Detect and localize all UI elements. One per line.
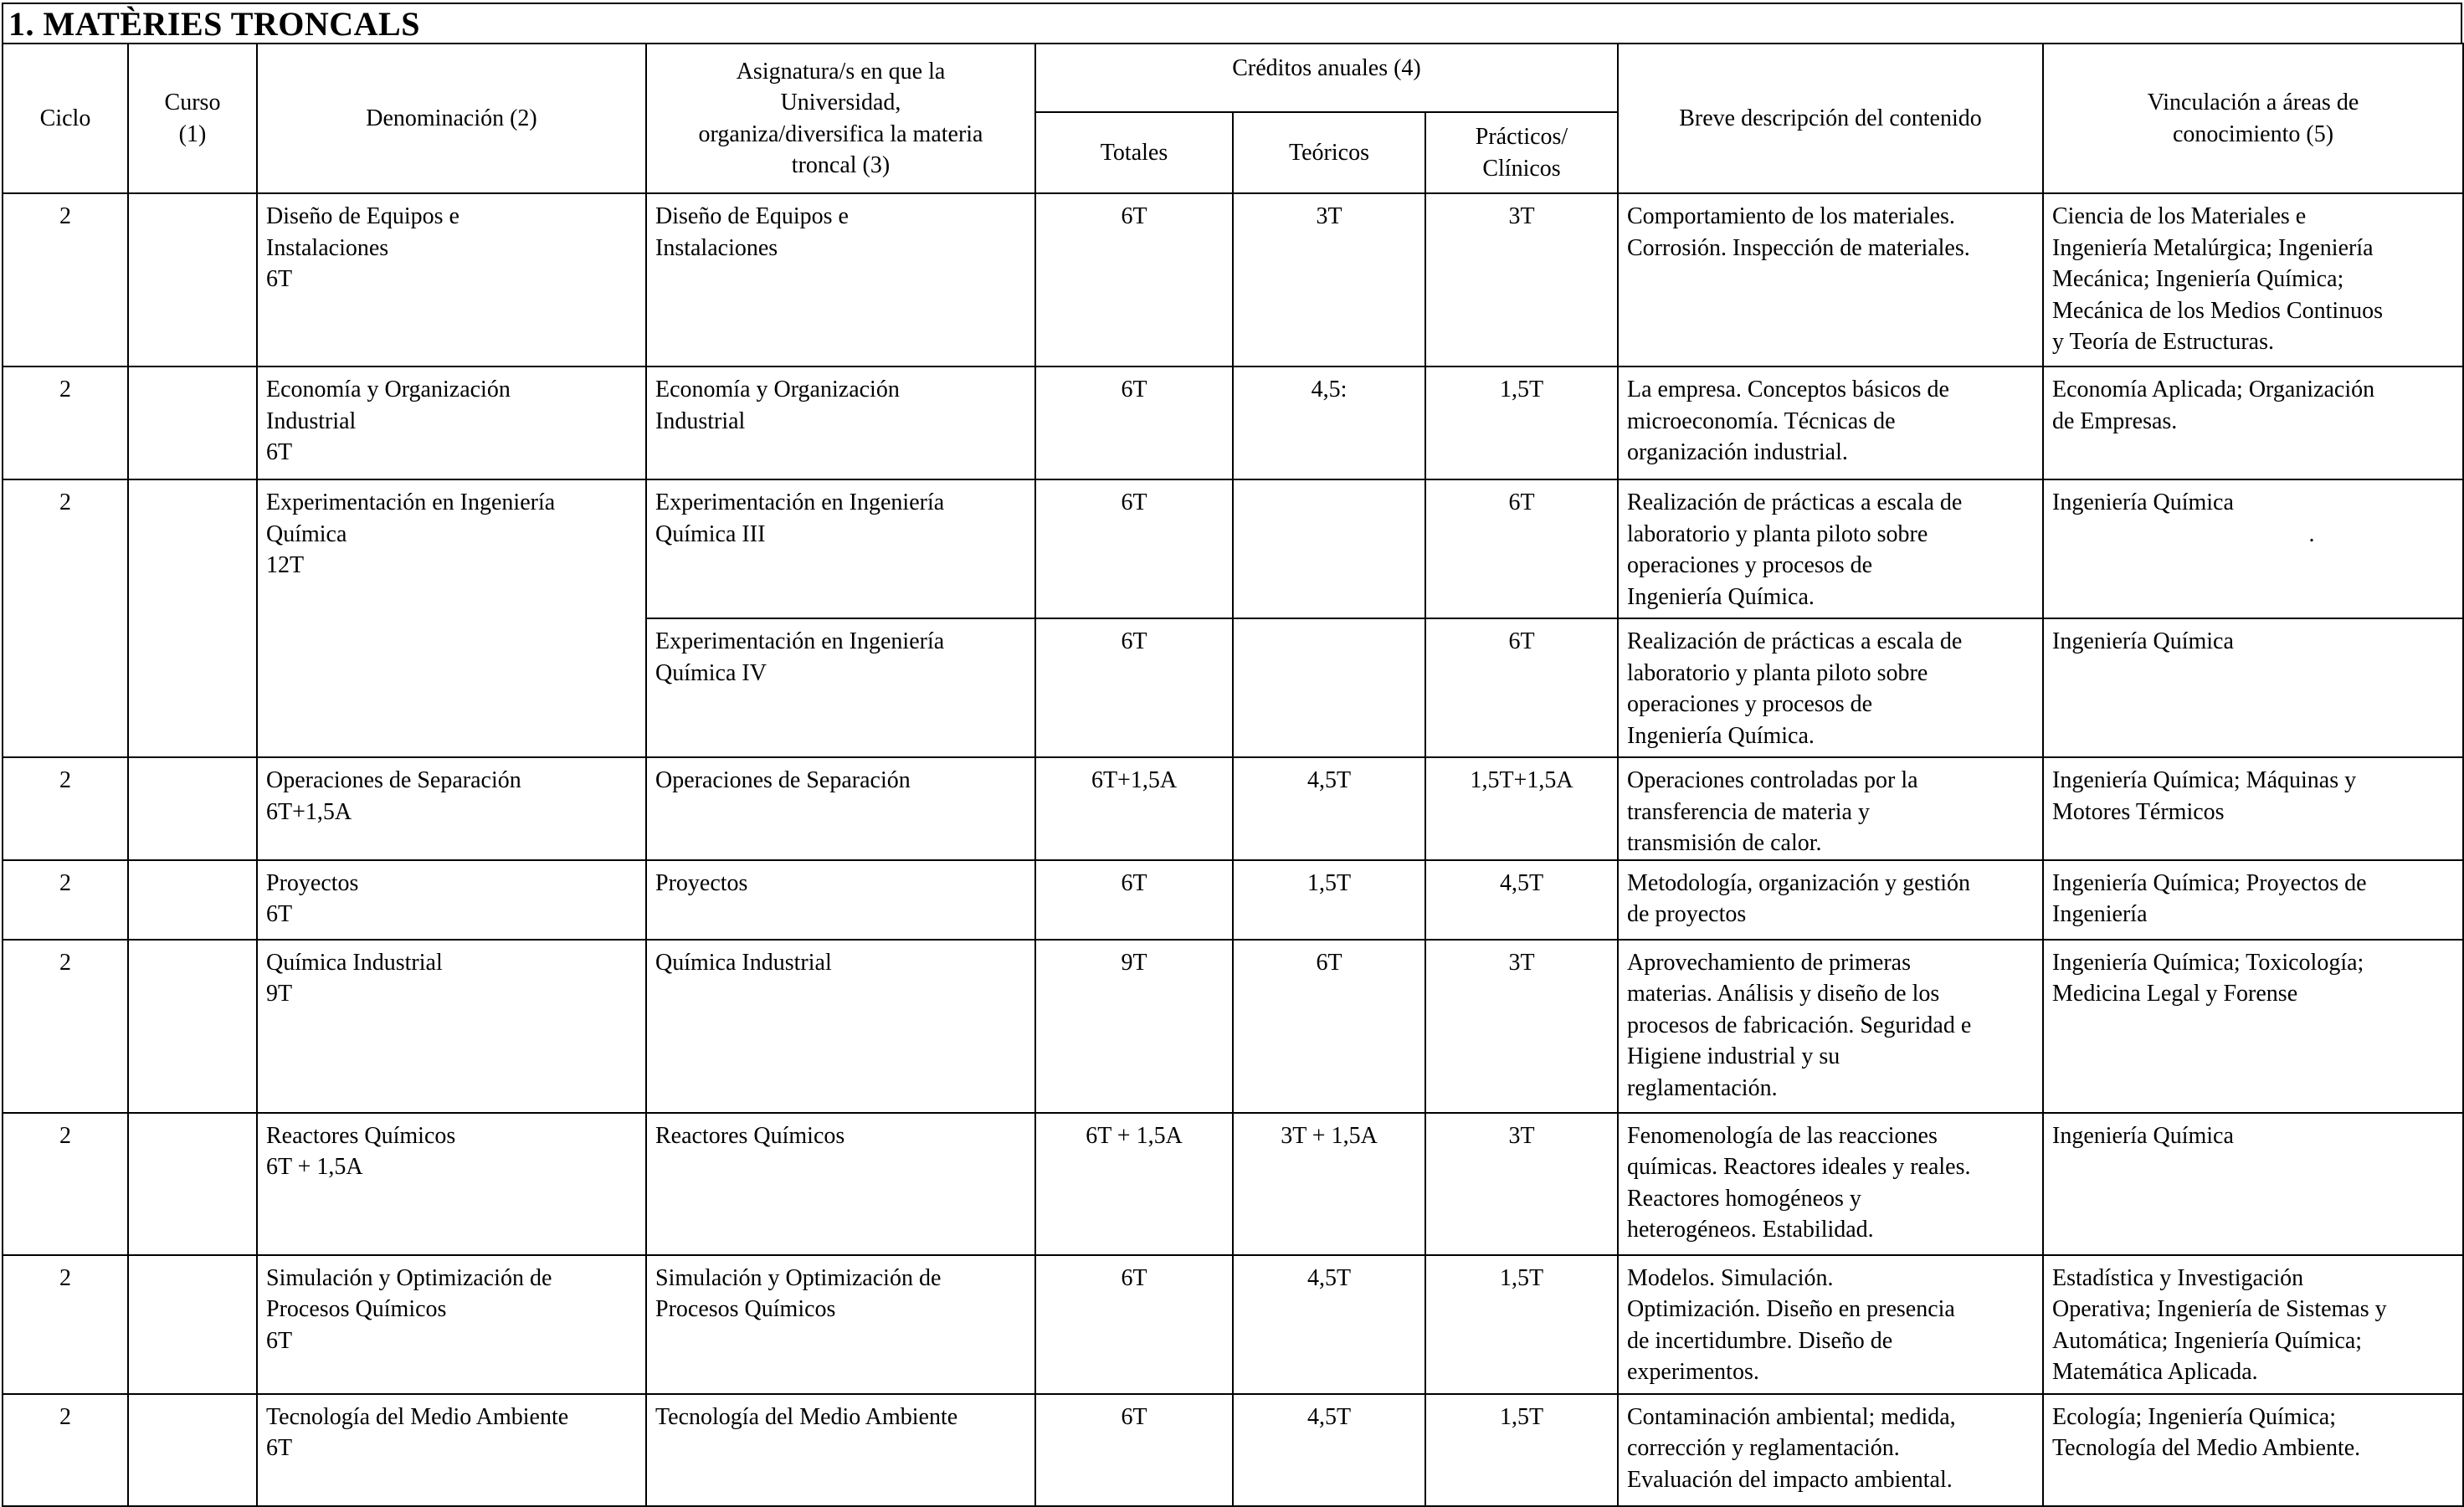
teoricos-text: 4,5T [1306, 767, 1352, 793]
ciclo-text: 2 [59, 490, 71, 515]
teoricos-text: 6T [1316, 949, 1342, 976]
cell-curso [128, 479, 257, 757]
cell-ciclo [3, 860, 128, 940]
cell-vinculacion [2043, 1113, 2463, 1255]
denominacion-text: Experimentación en Ingeniería Química 12T [266, 490, 556, 578]
practicos-text: 3T [1508, 949, 1535, 976]
descripcion-text: Fenomenología de las reacciones químicas. Reactores ideales y reales. Reactores homogéneos y heterogéneos. Estabilidad. [1627, 1122, 1971, 1243]
cell-curso [128, 366, 257, 479]
teoricos-text: 4,5: [1311, 377, 1348, 402]
ciclo-text: 2 [59, 767, 71, 793]
vinculacion-text: Ingeniería Química [2052, 1122, 2234, 1149]
cell-totales [1035, 193, 1233, 366]
troncales-table [2, 43, 2464, 1507]
table-body [3, 193, 2463, 1506]
header-ciclo: Ciclo [3, 44, 128, 193]
descripcion-text: Operaciones controladas por la transferencia de materia y transmisión de calor. [1627, 767, 1918, 856]
cell-totales [1035, 618, 1233, 757]
cell-asignatura [646, 757, 1035, 860]
descripcion-text: Contaminación ambiental; medida, corrección y reglamentación. Evaluación del impacto ambiental. [1627, 1403, 1956, 1493]
table-row [3, 860, 2463, 940]
header-teoricos: Teóricos [1233, 112, 1425, 193]
cell-teoricos [1233, 193, 1425, 366]
ciclo-text: 2 [59, 203, 71, 229]
cell-curso [128, 940, 257, 1113]
cell-asignatura [646, 193, 1035, 366]
cell-curso [128, 1113, 257, 1255]
table-row [3, 366, 2463, 479]
denominacion-text: Simulación y Optimización de Procesos Químicos 6T [266, 1264, 552, 1354]
cell-descripcion [1618, 860, 2043, 940]
vinculacion-text: Ciencia de los Materiales e Ingeniería Metalúrgica; Ingeniería Mecánica; Ingeniería Química; Mecánica de los Medios Continuos y Teoría de Estructuras. [2052, 203, 2384, 355]
vinculacion-text: Ingeniería Química; Máquinas y Motores Térmicos [2052, 767, 2357, 825]
denominacion-text: Proyectos 6T [266, 869, 359, 927]
cell-ciclo [3, 479, 128, 757]
header-creditos: Créditos anuales (4) [1035, 44, 1618, 112]
practicos-text: 6T [1508, 490, 1535, 515]
table-row [3, 940, 2463, 1113]
cell-teoricos [1233, 618, 1425, 757]
header-descripcion: Breve descripción del contenido [1618, 44, 2043, 193]
cell-asignatura [646, 479, 1035, 618]
asignatura-text: Tecnología del Medio Ambiente [655, 1403, 958, 1430]
cell-curso [128, 193, 257, 366]
cell-ciclo [3, 1394, 128, 1506]
cell-vinculacion [2043, 193, 2463, 366]
descripcion-text: Aprovechamiento de primeras materias. Análisis y diseño de los procesos de fabricación. Seguridad e Higiene industrial y su reglamentación. [1627, 949, 1972, 1101]
cell-curso [128, 860, 257, 940]
cell-descripcion [1618, 757, 2043, 860]
cell-denominacion [257, 1255, 646, 1394]
totales-text: 6T [1121, 490, 1147, 515]
vinculacion-text: Ingeniería Química [2052, 490, 2234, 515]
vinculacion-text: Estadística y Investigación Operativa; Ingeniería de Sistemas y Automática; Ingeniería Química; Matemática Aplicada. [2052, 1264, 2387, 1385]
header-asignatura: Asignatura/s en que la Universidad, organiza/diversifica la materia troncal (3) [646, 44, 1035, 193]
cell-totales [1035, 479, 1233, 618]
vinculacion-text: Ingeniería Química [2052, 628, 2234, 654]
table-row [3, 1394, 2463, 1506]
vinculacion-text: Economía Aplicada; Organización de Empresas. [2052, 377, 2375, 434]
denominacion-text: Diseño de Equipos e Instalaciones 6T [266, 203, 459, 292]
cell-teoricos [1233, 940, 1425, 1113]
cell-descripcion [1618, 1255, 2043, 1394]
vinculacion-text: Ingeniería Química; Proyectos de Ingeniería [2052, 869, 2367, 927]
cell-denominacion [257, 479, 646, 757]
asignatura-text: Proyectos [655, 869, 748, 896]
cell-descripcion [1618, 940, 2043, 1113]
header-denominacion: Denominación (2) [257, 44, 646, 193]
asignatura-text: Operaciones de Separación [655, 767, 911, 793]
descripcion-text: Realización de prácticas a escala de laboratorio y planta piloto sobre operaciones y procesos de Ingeniería Química. [1627, 628, 1963, 749]
denominacion-text: Tecnología del Medio Ambiente 6T [266, 1403, 569, 1461]
cell-asignatura [646, 618, 1035, 757]
cell-teoricos [1233, 757, 1425, 860]
table-row [3, 193, 2463, 366]
stray-mark: . [2308, 520, 2315, 547]
cell-vinculacion [2043, 1394, 2463, 1506]
cell-descripcion [1618, 193, 2043, 366]
totales-text: 6T+1,5A [1091, 767, 1178, 793]
totales-text: 9T [1121, 949, 1147, 976]
cell-vinculacion [2043, 618, 2463, 757]
descripcion-text: Realización de prácticas a escala de laboratorio y planta piloto sobre operaciones y procesos de Ingeniería Química. [1627, 490, 1963, 610]
denominacion-text: Operaciones de Separación 6T+1,5A [266, 767, 521, 825]
cell-ciclo [3, 757, 128, 860]
totales-text: 6T [1121, 1403, 1147, 1430]
cell-practicos [1425, 618, 1618, 757]
cell-descripcion [1618, 1394, 2043, 1506]
cell-ciclo [3, 1255, 128, 1394]
cell-denominacion [257, 366, 646, 479]
cell-ciclo [3, 366, 128, 479]
practicos-text: 1,5T+1,5A [1470, 767, 1573, 793]
cell-denominacion [257, 940, 646, 1113]
teoricos-text: 4,5T [1306, 1264, 1352, 1291]
denominacion-text: Economía y Organización Industrial 6T [266, 377, 511, 465]
cell-teoricos [1233, 366, 1425, 479]
cell-asignatura [646, 1394, 1035, 1506]
asignatura-text: Experimentación en Ingeniería Química III [655, 490, 945, 547]
ciclo-text: 2 [59, 949, 71, 976]
cell-practicos [1425, 860, 1618, 940]
cell-practicos [1425, 1113, 1618, 1255]
cell-vinculacion [2043, 757, 2463, 860]
cell-ciclo [3, 940, 128, 1113]
cell-ciclo [3, 1113, 128, 1255]
cell-practicos [1425, 479, 1618, 618]
practicos-text: 1,5T [1499, 1264, 1544, 1291]
practicos-text: 3T [1508, 1122, 1535, 1149]
asignatura-text: Reactores Químicos [655, 1122, 845, 1149]
cell-teoricos [1233, 1113, 1425, 1255]
cell-descripcion [1618, 1113, 2043, 1255]
practicos-text: 6T [1508, 628, 1535, 654]
cell-vinculacion [2043, 479, 2463, 618]
cell-vinculacion [2043, 366, 2463, 479]
practicos-text: 3T [1508, 203, 1535, 229]
cell-denominacion [257, 757, 646, 860]
cell-denominacion [257, 1113, 646, 1255]
ciclo-text: 2 [59, 1403, 71, 1430]
totales-text: 6T [1121, 377, 1147, 402]
asignatura-text: Diseño de Equipos e Instalaciones [655, 203, 849, 261]
cell-asignatura [646, 940, 1035, 1113]
section-title: 1. MATÈRIES TRONCALS [2, 3, 2462, 44]
practicos-text: 1,5T [1499, 377, 1544, 402]
cell-totales [1035, 1394, 1233, 1506]
cell-curso [128, 1255, 257, 1394]
table-row [3, 1113, 2463, 1255]
cell-curso [128, 757, 257, 860]
cell-vinculacion [2043, 860, 2463, 940]
teoricos-text: 3T + 1,5A [1281, 1122, 1378, 1149]
cell-totales [1035, 1113, 1233, 1255]
cell-totales [1035, 366, 1233, 479]
teoricos-text: 3T [1316, 203, 1342, 229]
cell-ciclo [3, 193, 128, 366]
asignatura-text: Economía y Organización Industrial [655, 377, 900, 434]
header-practicos: Prácticos/ Clínicos [1425, 112, 1618, 193]
cell-totales [1035, 860, 1233, 940]
cell-asignatura [646, 860, 1035, 940]
cell-totales [1035, 757, 1233, 860]
denominacion-text: Reactores Químicos 6T + 1,5A [266, 1122, 456, 1180]
cell-denominacion [257, 1394, 646, 1506]
ciclo-text: 2 [59, 1264, 71, 1291]
cell-practicos [1425, 1255, 1618, 1394]
ciclo-text: 2 [59, 377, 71, 402]
cell-descripcion [1618, 479, 2043, 618]
descripcion-text: Metodología, organización y gestión de proyectos [1627, 869, 1971, 927]
cell-teoricos [1233, 1394, 1425, 1506]
table-row [3, 1255, 2463, 1394]
totales-text: 6T [1121, 203, 1147, 229]
header-curso: Curso (1) [128, 44, 257, 193]
descripcion-text: Comportamiento de los materiales. Corrosión. Inspección de materiales. [1627, 203, 1970, 261]
cell-descripcion [1618, 366, 2043, 479]
practicos-text: 4,5T [1499, 869, 1544, 896]
teoricos-text: 1,5T [1306, 869, 1352, 896]
teoricos-text: 4,5T [1306, 1403, 1352, 1430]
cell-denominacion [257, 193, 646, 366]
table-row [3, 479, 2463, 618]
cell-asignatura [646, 1255, 1035, 1394]
cell-practicos [1425, 1394, 1618, 1506]
asignatura-text: Simulación y Optimización de Procesos Químicos [655, 1264, 942, 1322]
table-row [3, 757, 2463, 860]
descripcion-text: La empresa. Conceptos básicos de microeconomía. Técnicas de organización industrial. [1627, 377, 1949, 465]
vinculacion-text: Ingeniería Química; Toxicología; Medicina Legal y Forense [2052, 949, 2364, 1007]
totales-text: 6T [1121, 1264, 1147, 1291]
descripcion-text: Modelos. Simulación. Optimización. Diseño en presencia de incertidumbre. Diseño de experimentos. [1627, 1264, 1955, 1385]
cell-teoricos [1233, 479, 1425, 618]
cell-practicos [1425, 940, 1618, 1113]
cell-teoricos [1233, 860, 1425, 940]
cell-totales [1035, 940, 1233, 1113]
asignatura-text: Experimentación en Ingeniería Química IV [655, 628, 945, 686]
header-totales: Totales [1035, 112, 1233, 193]
cell-totales [1035, 1255, 1233, 1394]
cell-teoricos [1233, 1255, 1425, 1394]
cell-vinculacion [2043, 1255, 2463, 1394]
cell-asignatura [646, 1113, 1035, 1255]
cell-practicos [1425, 366, 1618, 479]
totales-text: 6T + 1,5A [1086, 1122, 1183, 1149]
asignatura-text: Química Industrial [655, 949, 832, 976]
cell-vinculacion [2043, 940, 2463, 1113]
denominacion-text: Química Industrial 9T [266, 949, 443, 1007]
cell-descripcion [1618, 618, 2043, 757]
cell-curso [128, 1394, 257, 1506]
cell-denominacion [257, 860, 646, 940]
totales-text: 6T [1121, 869, 1147, 896]
ciclo-text: 2 [59, 1122, 71, 1149]
vinculacion-text: Ecología; Ingeniería Química; Tecnología del Medio Ambiente. [2052, 1403, 2361, 1461]
cell-practicos [1425, 193, 1618, 366]
practicos-text: 1,5T [1499, 1403, 1544, 1430]
header-vinculacion: Vinculación a áreas de conocimiento (5) [2043, 44, 2463, 193]
cell-practicos [1425, 757, 1618, 860]
totales-text: 6T [1121, 628, 1147, 654]
cell-asignatura [646, 366, 1035, 479]
ciclo-text: 2 [59, 869, 71, 896]
